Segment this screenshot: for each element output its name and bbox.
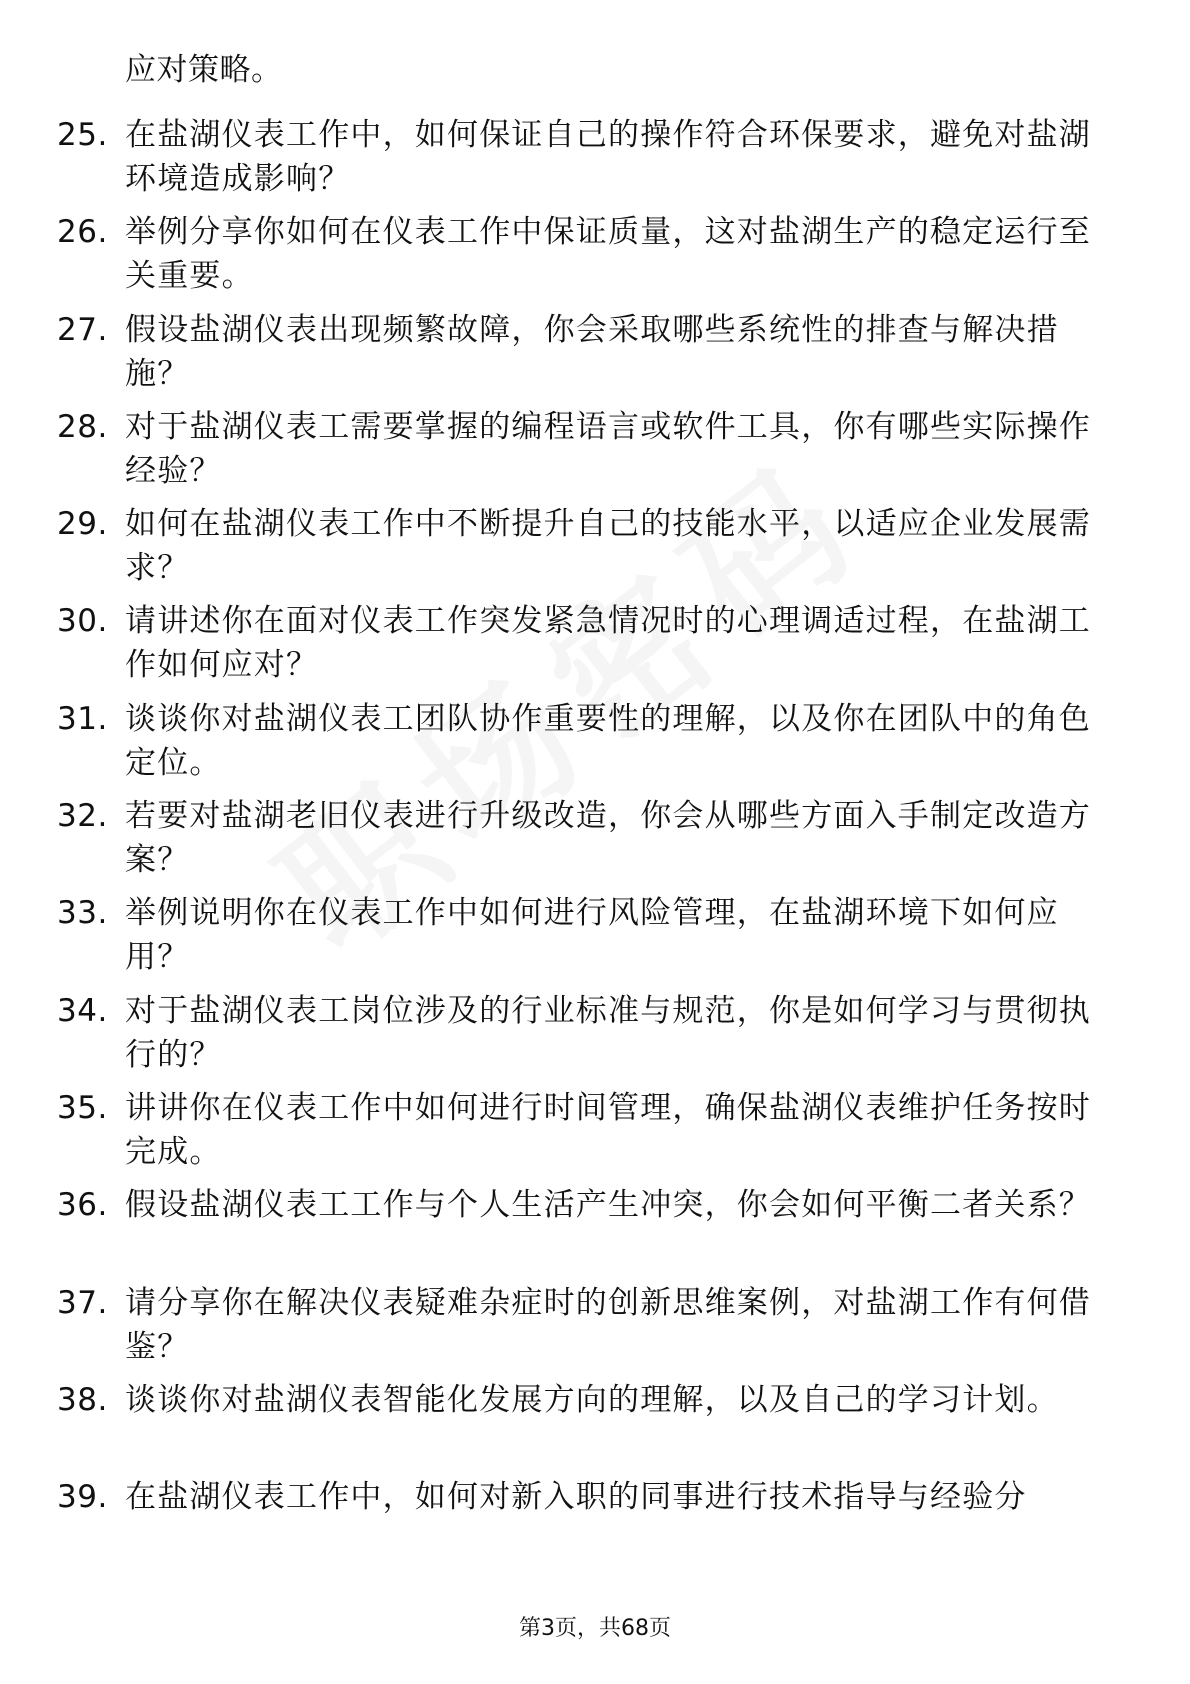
list-item [0,405,1190,502]
list-item [0,1086,1190,1183]
item-text: 在盐湖仪表工作中，如何对新入职的同事进行技术指导与经验分 [125,1479,1027,1516]
list-item [0,599,1190,696]
item-number: 29. [57,506,108,543]
list-item [0,794,1190,891]
question-list [0,113,1190,1572]
page-footer: 第3页，共68页 [519,1616,671,1641]
item-text: 讲讲你在仪表工作中如何进行时间管理，确保盐湖仪表维护任务按时完成。 [125,1089,1091,1170]
list-item [0,989,1190,1086]
item-number: 35. [57,1089,108,1126]
item-number: 26. [57,214,108,251]
item-text: 谈谈你对盐湖仪表智能化发展方向的理解，以及自己的学习计划。 [125,1381,1059,1418]
list-item [0,210,1190,307]
item-number: 39. [57,1479,108,1516]
item-text: 举例分享你如何在仪表工作中保证质量，这对盐湖生产的稳定运行至关重要。 [125,214,1091,295]
list-item [0,502,1190,599]
item-number: 25. [57,117,108,153]
item-text: 假设盐湖仪表工工作与个人生活产生冲突，你会如何平衡二者关系？ [125,1187,1091,1224]
item-text: 举例说明你在仪表工作中如何进行风险管理，在盐湖环境下如何应用？ [125,895,1059,976]
item-number: 31. [57,700,108,737]
list-item [0,1475,1190,1572]
item-number: 32. [57,798,108,835]
list-item [0,308,1190,405]
item-text: 若要对盐湖老旧仪表进行升级改造，你会从哪些方面入手制定改造方案？ [125,798,1091,879]
item-text: 在盐湖仪表工作中，如何保证自己的操作符合环保要求，避免对盐湖环境造成影响？ [125,117,1091,197]
item-text: 请讲述你在面对仪表工作突发紧急情况时的心理调适过程，在盐湖工作如何应对？ [125,603,1091,684]
item-number: 33. [57,895,108,932]
item-text: 谈谈你对盐湖仪表工团队协作重要性的理解，以及你在团队中的角色定位。 [125,700,1091,781]
list-item [0,113,1190,210]
item-number: 30. [57,603,108,640]
list-item [0,891,1190,988]
list-item [0,1183,1190,1280]
item-number: 36. [57,1187,108,1224]
item-text: 假设盐湖仪表出现频繁故障，你会采取哪些系统性的排查与解决措施？ [125,311,1059,392]
continued-text: 应对策略。 [125,52,283,88]
item-text: 对于盐湖仪表工岗位涉及的行业标准与规范，你是如何学习与贯彻执行的？ [125,992,1091,1073]
item-text: 如何在盐湖仪表工作中不断提升自己的技能水平，以适应企业发展需求？ [125,506,1091,587]
item-number: 28. [57,408,108,445]
item-number: 37. [57,1284,108,1321]
list-item [0,697,1190,794]
item-number: 34. [57,992,108,1029]
item-number: 27. [57,311,108,348]
item-text: 对于盐湖仪表工需要掌握的编程语言或软件工具，你有哪些实际操作经验？ [125,408,1091,489]
item-text: 请分享你在解决仪表疑难杂症时的创新思维案例，对盐湖工作有何借鉴？ [125,1284,1091,1365]
item-number: 38. [57,1381,108,1418]
list-item [0,1378,1190,1475]
list-item [0,1281,1190,1378]
